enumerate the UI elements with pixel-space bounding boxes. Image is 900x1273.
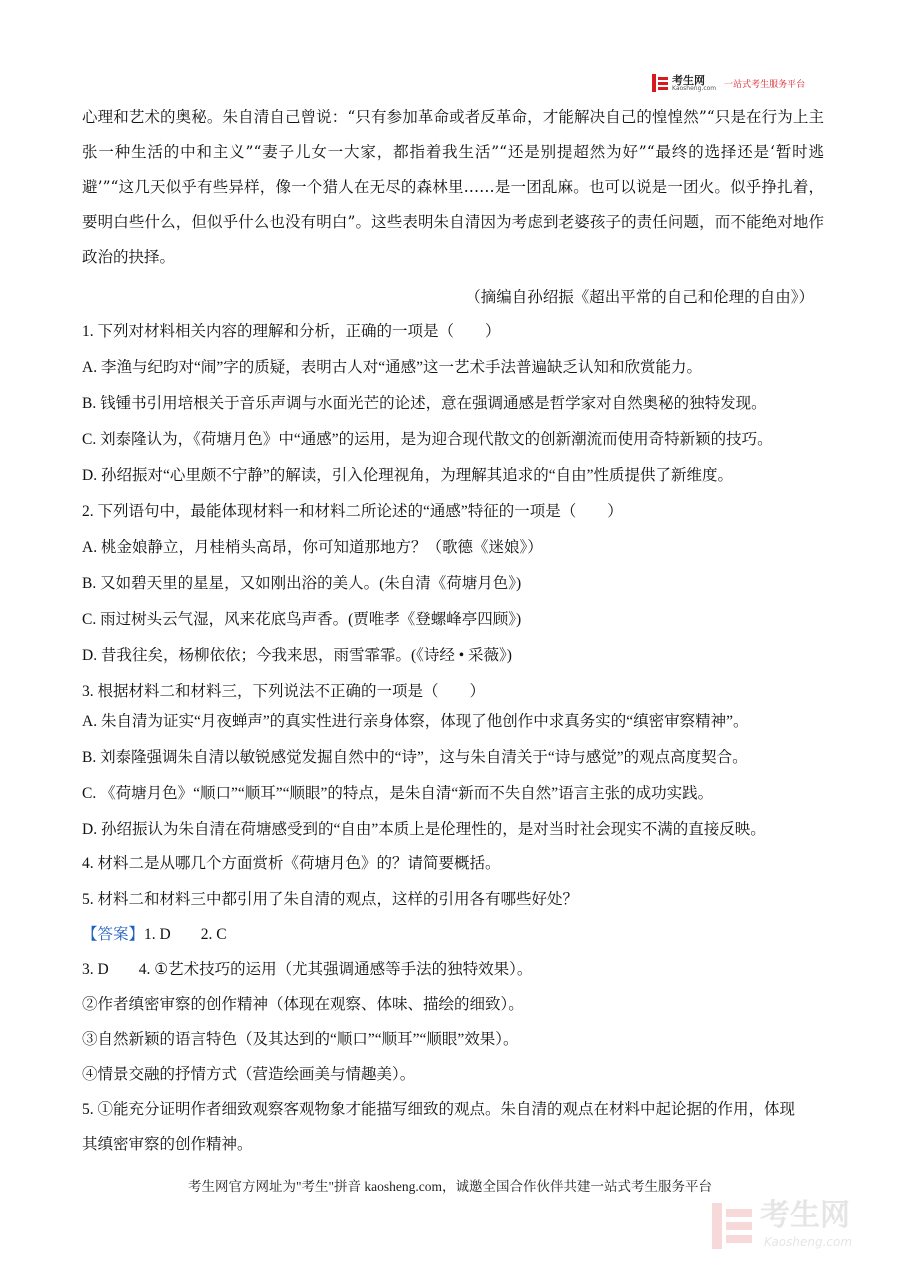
answer-4-point-3: ③自然新颖的语言特色（及其达到的“顺口”“顺耳”“顺眼”效果）。 [82, 1031, 519, 1048]
question-2-option-b: B. 又如碧天里的星星，又如刚出浴的美人。(朱自清《荷塘月色》) [82, 575, 522, 592]
question-5-stem: 5. 材料二和材料三中都引用了朱自清的观点，这样的引用各有哪些好处？ [82, 891, 579, 908]
passage-paragraph: 心理和艺术的奥秘。朱自清自己曾说：“只有参加革命或者反革命，才能解决自己的惶惶然”“只是在行为上主张一种生活的中和主义”“妻子儿女一大家，都指着我生活”“还是别提超然为好”“最终的选择还是‘暂时逃避’”“这几天似乎有些异样，像一个猎人在无尽的森林里……是一团乱麻。也可以说是一团火。似乎挣扎着，要明白些什么，但似乎什么也没有明白”。这些表明朱自清因为考虑到老婆孩子的责任问题，而不能绝对地作政治的抉择。 [82, 108, 824, 266]
answer-2: 2. C [200, 926, 227, 943]
question-1-option-c: C. 刘泰隆认为，《荷塘月色》中“通感”的运用，是为迎合现代散文的创新潮流而使用奇特新颖的技巧。 [82, 431, 773, 448]
answer-1: 1. D [144, 926, 171, 943]
question-1-stem: 1. 下列对材料相关内容的理解和分析，正确的一项是（ ） [82, 323, 501, 340]
answer-4-point-4: ④情景交融的抒情方式（营造绘画美与情趣美）。 [82, 1066, 416, 1083]
logo-slogan: 一站式考生服务平台 [724, 79, 806, 90]
answer-line-1 [82, 917, 824, 953]
watermark-url: Kaosheng.com [764, 1235, 853, 1249]
question-2-option-c: C. 雨过树头云气湿，风来花底鸟声香。(贾唯孝《登螺峰亭四顾》) [82, 611, 522, 628]
question-3-option-c: C. 《荷塘月色》“顺口”“顺耳”“顺眼”的特点，是朱自清“新而不失自然”语言主张的成功实践。 [82, 785, 714, 802]
logo-text [672, 75, 716, 92]
answer-3: 3. D [82, 961, 109, 978]
question-2-stem: 2. 下列语句中，最能体现材料一和材料二所论述的“通感”特征的一项是（ ） [82, 503, 623, 520]
page-footer: 考生网官方网址为"考生"拼音 kaosheng.com，诚邀全国合作伙伴共建一站式考生服务平台 [187, 1179, 712, 1194]
answer-4-head: 4. ①艺术技巧的运用（尤其强调通感等手法的独特效果）。 [138, 961, 533, 978]
question-3-option-a: A. 朱自清为证实“月夜蝉声”的真实性进行亲身体察，体现了他创作中求真务实的“缜密审察精神”。 [82, 713, 749, 730]
passage-source: （摘编自孙绍振《超出平常的自己和伦理的自由》） [465, 288, 814, 306]
question-2-option-a: A. 桃金娘静立，月桂梢头高昂，你可知道那地方？（歌德《迷娘》） [82, 539, 543, 556]
question-3-option-d: D. 孙绍振认为朱自清在荷塘感受到的“自由”本质上是伦理性的，是对当时社会现实不满的直接反映。 [82, 821, 766, 838]
site-logo [652, 72, 805, 94]
answer-4-point-2: ②作者缜密审察的创作精神（体现在观察、体味、描绘的细致）。 [82, 996, 524, 1013]
question-3-option-b: B. 刘泰隆强调朱自清以敏锐感觉发掘自然中的“诗”，这与朱自清关于“诗与感觉”的观点高度契合。 [82, 749, 748, 766]
logo-url: Kaosheng.com [672, 84, 717, 92]
logo-name: 考生网 [672, 73, 705, 87]
answer-5-line-1: 5. ①能充分证明作者细致观察客观物象才能描写细致的观点。朱自清的观点在材料中起论据的作用，体现 [82, 1101, 796, 1118]
watermark-name: 考生网 [760, 1198, 850, 1233]
watermark-logo-icon [712, 1203, 752, 1249]
question-1-option-d: D. 孙绍振对“心里颇不宁静”的解读，引入伦理视角，为理解其追求的“自由”性质提供了新维度。 [82, 467, 733, 484]
question-4-stem: 4. 材料二是从哪几个方面赏析《荷塘月色》的？请简要概括。 [82, 855, 501, 872]
answer-5-line-2: 其缜密审察的创作精神。 [82, 1136, 253, 1153]
question-1-option-b: B. 钱锺书引用培根关于音乐声调与水面光芒的论述，意在强调通感是哲学家对自然奥秘的独特发现。 [82, 395, 767, 412]
question-3-stem: 3. 根据材料二和材料三，下列说法不正确的一项是（ ） [82, 683, 486, 700]
answer-line-2 [82, 952, 824, 988]
watermark [712, 1199, 882, 1255]
answer-tag: 【答案】 [82, 926, 145, 943]
question-1-option-a: A. 李渔与纪昀对“闹”字的质疑，表明古人对“通感”这一艺术手法普遍缺乏认知和欣赏能力。 [82, 359, 702, 376]
question-2-option-d: D. 昔我往矣，杨柳依依；今我来思，雨雪霏霏。(《诗经 • 采薇》) [82, 647, 512, 664]
kaosheng-logo-icon [652, 74, 668, 92]
